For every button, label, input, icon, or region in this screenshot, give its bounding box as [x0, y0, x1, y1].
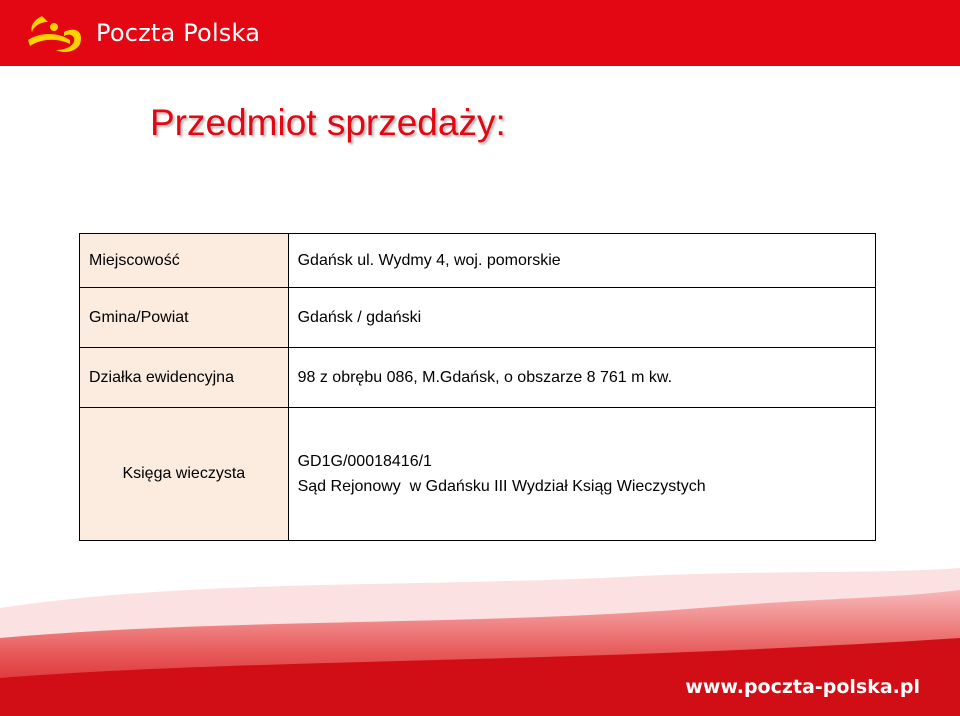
row-label: Księga wieczysta — [80, 408, 289, 541]
table-row — [80, 408, 876, 541]
land-register-number: GD1G/00018416/1 — [297, 453, 432, 470]
table-row — [80, 348, 876, 408]
poczta-horn-logo-icon — [24, 10, 94, 58]
table-row — [80, 234, 876, 288]
footer-url: www.poczta-polska.pl — [685, 676, 920, 698]
table-row — [80, 288, 876, 348]
row-value: 98 z obrębu 086, M.Gdańsk, o obszarze 8 761 m kw. — [288, 348, 875, 408]
row-label: Gmina/Powiat — [80, 288, 289, 348]
court-name: Sąd Rejonowy w Gdańsku III Wydział Ksiąg Wieczystych — [297, 478, 706, 495]
row-value: Gdańsk ul. Wydmy 4, woj. pomorskie — [288, 234, 875, 288]
header-bar — [0, 0, 960, 66]
page-title: Przedmiot sprzedaży: — [150, 102, 506, 143]
row-label: Działka ewidencyjna — [80, 348, 289, 408]
property-table — [79, 233, 876, 541]
row-label: Miejscowość — [80, 234, 289, 288]
brand-name: Poczta Polska — [96, 19, 261, 47]
row-value — [288, 408, 875, 541]
row-value: Gdańsk / gdański — [288, 288, 875, 348]
